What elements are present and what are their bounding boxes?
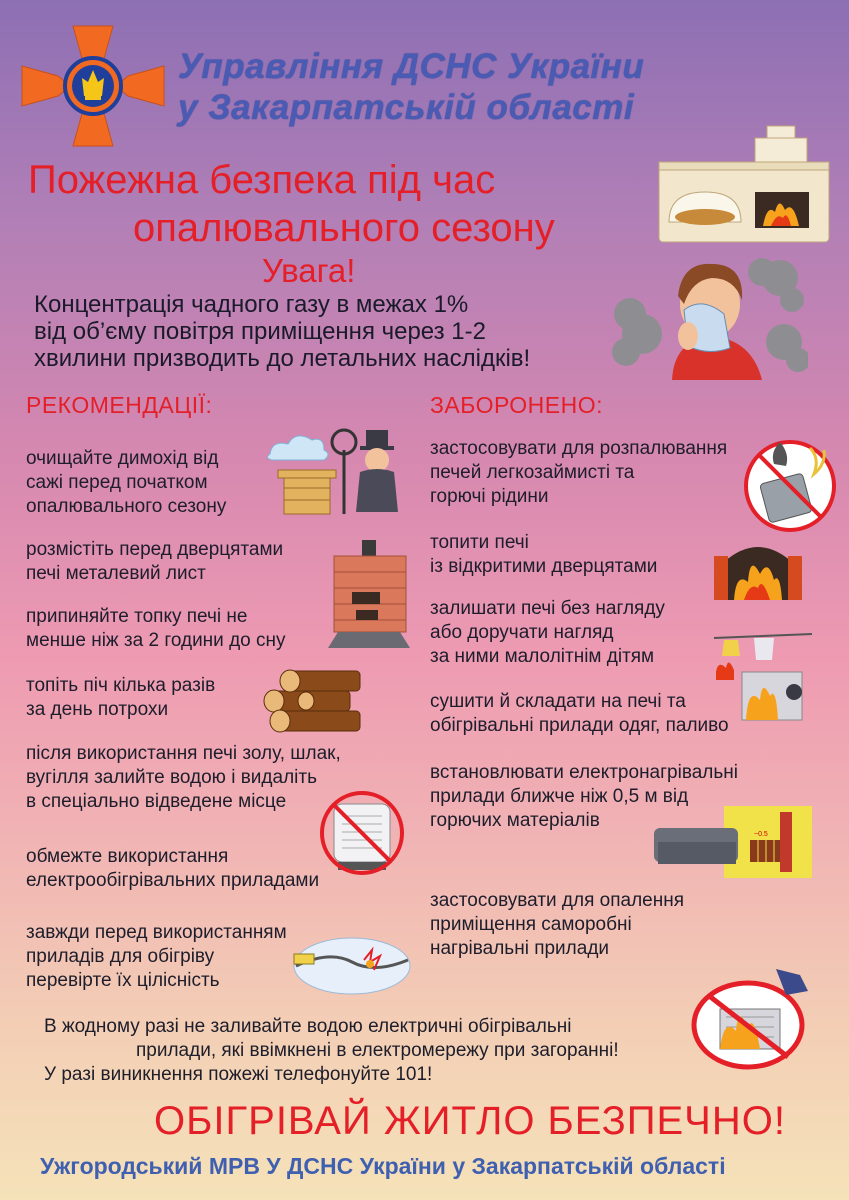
prohibited-item [430, 690, 729, 738]
notice-line3: У разі виникнення пожежі телефонуйте 101! [44, 1064, 433, 1085]
prohibited-text: або доручати нагляд [430, 622, 614, 643]
prohibited-text: обігрівальні прилади одяг, паливо [430, 715, 729, 736]
recommendation-text: в спеціально відведене місце [26, 791, 287, 812]
recommendation-text: печі металевий лист [26, 563, 206, 584]
prohibited-item [430, 889, 684, 961]
stove-icon [655, 122, 835, 244]
recommendation-text: опалювального сезону [26, 496, 227, 517]
notice-line2: прилади, які ввімкнені в електромережу при загоранні! [136, 1040, 619, 1061]
recommendation-text: за день потрохи [26, 699, 169, 720]
org-name-line1: Управління ДСНС України [178, 47, 645, 86]
prohibited-text: приміщення саморобні [430, 914, 632, 935]
prohibited-text: встановлювати електронагрівальні [430, 762, 738, 783]
prohibited-text: горючих матеріалів [430, 810, 600, 831]
page-title-line1: Пожежна безпека під час [28, 158, 496, 202]
recommendation-text: завжди перед використанням [26, 922, 287, 943]
warning-line1: Концентрація чадного газу в межах 1% [34, 291, 469, 318]
attention-label: Увага! [262, 252, 356, 289]
damaged-cord-icon [290, 930, 412, 1000]
prohibited-text: застосовувати для опалення [430, 890, 685, 911]
no-homemade-heater-icon [690, 965, 816, 1073]
recommendations-heading: РЕКОМЕНДАЦІЇ: [26, 392, 213, 418]
no-fan-heater-icon [314, 790, 410, 876]
prohibited-heading: ЗАБОРОНЕНО: [430, 392, 604, 418]
recommendation-text: розмістіть перед дверцятами [26, 539, 284, 560]
recommendation-text: приладів для обігріву [26, 946, 215, 967]
prohibited-text: із відкритими дверцятами [430, 556, 658, 577]
heater-near-sofa-icon [654, 806, 812, 878]
prohibited-text: прилади ближче ніж 0,5 м від [430, 786, 689, 807]
recommendation-text: перевірте їх цілісність [26, 970, 220, 991]
recommendation-item [26, 605, 286, 653]
chimney-sweep-icon [266, 426, 414, 516]
org-name-line2: у Закарпатській області [178, 88, 635, 127]
recommendation-item [26, 845, 319, 893]
slogan: ОБІГРІВАЙ ЖИТЛО БЕЗПЕЧНО! [154, 1099, 786, 1143]
footer-org: Ужгородський МРВ У ДСНС України у Закарпатській області [40, 1153, 726, 1179]
prohibited-item [430, 597, 665, 669]
prohibited-text: топити печі [430, 532, 529, 553]
prohibited-item [430, 437, 727, 509]
prohibited-text: нагрівальні прилади [430, 938, 610, 959]
coughing-person-icon [612, 256, 808, 380]
warning-line2: від об’єму повітря приміщення через 1-2 [34, 318, 486, 345]
dsns-emblem-icon [18, 24, 168, 148]
recommendation-text: вугілля залийте водою і видаліть [26, 767, 317, 788]
recommendation-text: сажі перед початком [26, 472, 208, 493]
svg-text:~0.5: ~0.5 [754, 831, 768, 838]
prohibited-text: сушити й складати на печі та [430, 691, 686, 712]
prohibited-item [430, 531, 657, 579]
recommendation-text: очищайте димохід від [26, 448, 219, 469]
no-flammable-liquid-icon [740, 434, 840, 534]
unattended-stove-icon [712, 630, 816, 726]
page-title-line2: опалювального сезону [133, 206, 555, 250]
recommendation-text: після використання печі золу, шлак, [26, 743, 341, 764]
prohibited-text: застосовувати для розпалювання [430, 438, 728, 459]
notice-line1: В жодному разі не заливайте водою електричні обігрівальні [44, 1016, 572, 1037]
recommendation-item [26, 742, 341, 814]
prohibited-text: печей легкозаймисті та [430, 462, 635, 483]
warning-line3: хвилини призводить до летальних наслідків! [34, 345, 531, 372]
recommendation-text: припиняйте топку печі не [26, 606, 248, 627]
recommendation-item [26, 674, 215, 722]
prohibited-text: горючі рідини [430, 486, 549, 507]
recommendation-text: електрообігрівальних приладами [26, 870, 320, 891]
prohibited-text: за ними малолітнім дітям [430, 646, 655, 667]
brick-stove-icon [328, 538, 410, 650]
recommendation-item [26, 447, 226, 519]
recommendation-text: обмежте використання [26, 846, 229, 867]
recommendation-text: топіть піч кілька разів [26, 675, 216, 696]
recommendation-item [26, 538, 283, 586]
prohibited-text: залишати печі без нагляду [430, 598, 665, 619]
open-stove-fire-icon [714, 532, 802, 602]
firewood-icon [260, 667, 364, 737]
recommendation-text: менше ніж за 2 години до сну [26, 630, 286, 651]
recommendation-item [26, 921, 287, 993]
